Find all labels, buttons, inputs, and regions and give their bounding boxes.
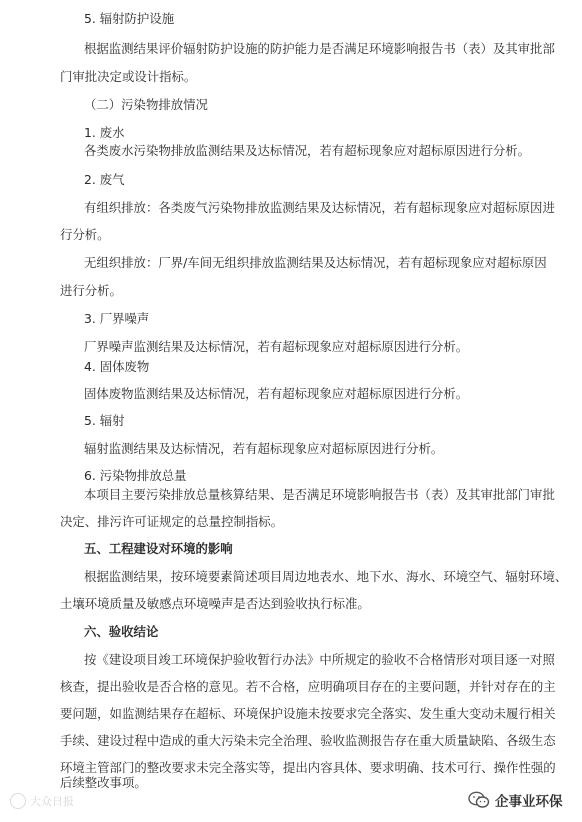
paragraph-line: 行分析。 xyxy=(60,227,110,242)
paragraph-line: 根据监测结果评价辐射防护设施的防护能力是否满足环境影响报告书（表）及其审批部 xyxy=(84,41,555,56)
heading-radiation-protection: 5. 辐射防护设施 xyxy=(84,11,175,26)
account-brand[interactable] xyxy=(468,788,563,812)
heading-radiation: 5. 辐射 xyxy=(84,413,125,428)
heading-waste-gas: 2. 废气 xyxy=(84,172,125,187)
paragraph-line: 固体废物监测结果及达标情况，若有超标现象应对超标原因进行分析。 xyxy=(84,386,469,401)
paragraph-line: 各类废水污染物排放监测结果及达标情况，若有超标现象应对超标原因进行分析。 xyxy=(84,143,531,158)
paragraph-line: 有组织排放：各类废气污染物排放监测结果及达标情况，若有超标现象应对超标原因进 xyxy=(84,200,555,215)
wechat-icon xyxy=(468,791,490,809)
paragraph-line: 门审批决定或设计指标。 xyxy=(60,69,197,84)
paragraph-line: 后续整改事项。 xyxy=(60,775,147,790)
heading-wastewater: 1. 废水 xyxy=(84,125,125,140)
paragraph-line: 厂界噪声监测结果及达标情况，若有超标现象应对超标原因进行分析。 xyxy=(84,339,469,354)
brand-name: 企事业环保 xyxy=(495,794,563,810)
paragraph-line: 辐射监测结果及达标情况，若有超标现象应对超标原因进行分析。 xyxy=(84,441,444,456)
paragraph-line: 本项目主要污染排放总量核算结果、是否满足环境影响报告书（表）及其审批部门审批 xyxy=(84,487,555,502)
heading-pollutant-discharge: （二）污染物排放情况 xyxy=(84,97,208,112)
paragraph-line: 根据监测结果，按环境要素简述项目周边地表水、地下水、海水、环境空气、辐射环境、 xyxy=(84,569,568,584)
watermark-text: 大众日报 xyxy=(30,795,74,808)
watermark xyxy=(10,790,74,812)
heading-total-emissions: 6. 污染物排放总量 xyxy=(84,468,187,483)
paragraph-line: 决定、排污许可证规定的总量控制指标。 xyxy=(60,514,284,529)
section-heading-environmental-impact: 五、工程建设对环境的影响 xyxy=(84,541,233,556)
paragraph-line: 进行分析。 xyxy=(60,283,122,298)
section-heading-acceptance-conclusion: 六、验收结论 xyxy=(84,624,159,639)
paragraph-line: 手续、建设过程中造成的重大污染未完全治理、验收监测报告存在重大质量缺陷、各级生态 xyxy=(60,733,556,748)
paragraph-line: 核查，提出验收是否合格的意见。若不合格，应明确项目存在的主要问题，并针对存在的主 xyxy=(60,679,556,694)
paragraph-line: 环境主管部门的整改要求未完全落实等，提出内容具体、要求明确、技术可行、操作性强的 xyxy=(60,760,556,775)
watermark-logo-icon xyxy=(10,793,26,809)
paragraph-line: 按《建设项目竣工环境保护验收暂行办法》中所规定的验收不合格情形对项目逐一对照 xyxy=(84,652,555,667)
paragraph-line: 无组织排放：厂界/车间无组织排放监测结果及达标情况，若有超标现象应对超标原因 xyxy=(84,255,547,270)
paragraph-line: 要问题，如监测结果存在超标、环境保护设施未按要求完全落实、发生重大变动未履行相关 xyxy=(60,706,556,721)
heading-boundary-noise: 3. 厂界噪声 xyxy=(84,311,150,326)
paragraph-line: 土壤环境质量及敏感点环境噪声是否达到验收执行标准。 xyxy=(60,596,370,611)
heading-solid-waste: 4. 固体废物 xyxy=(84,359,150,374)
